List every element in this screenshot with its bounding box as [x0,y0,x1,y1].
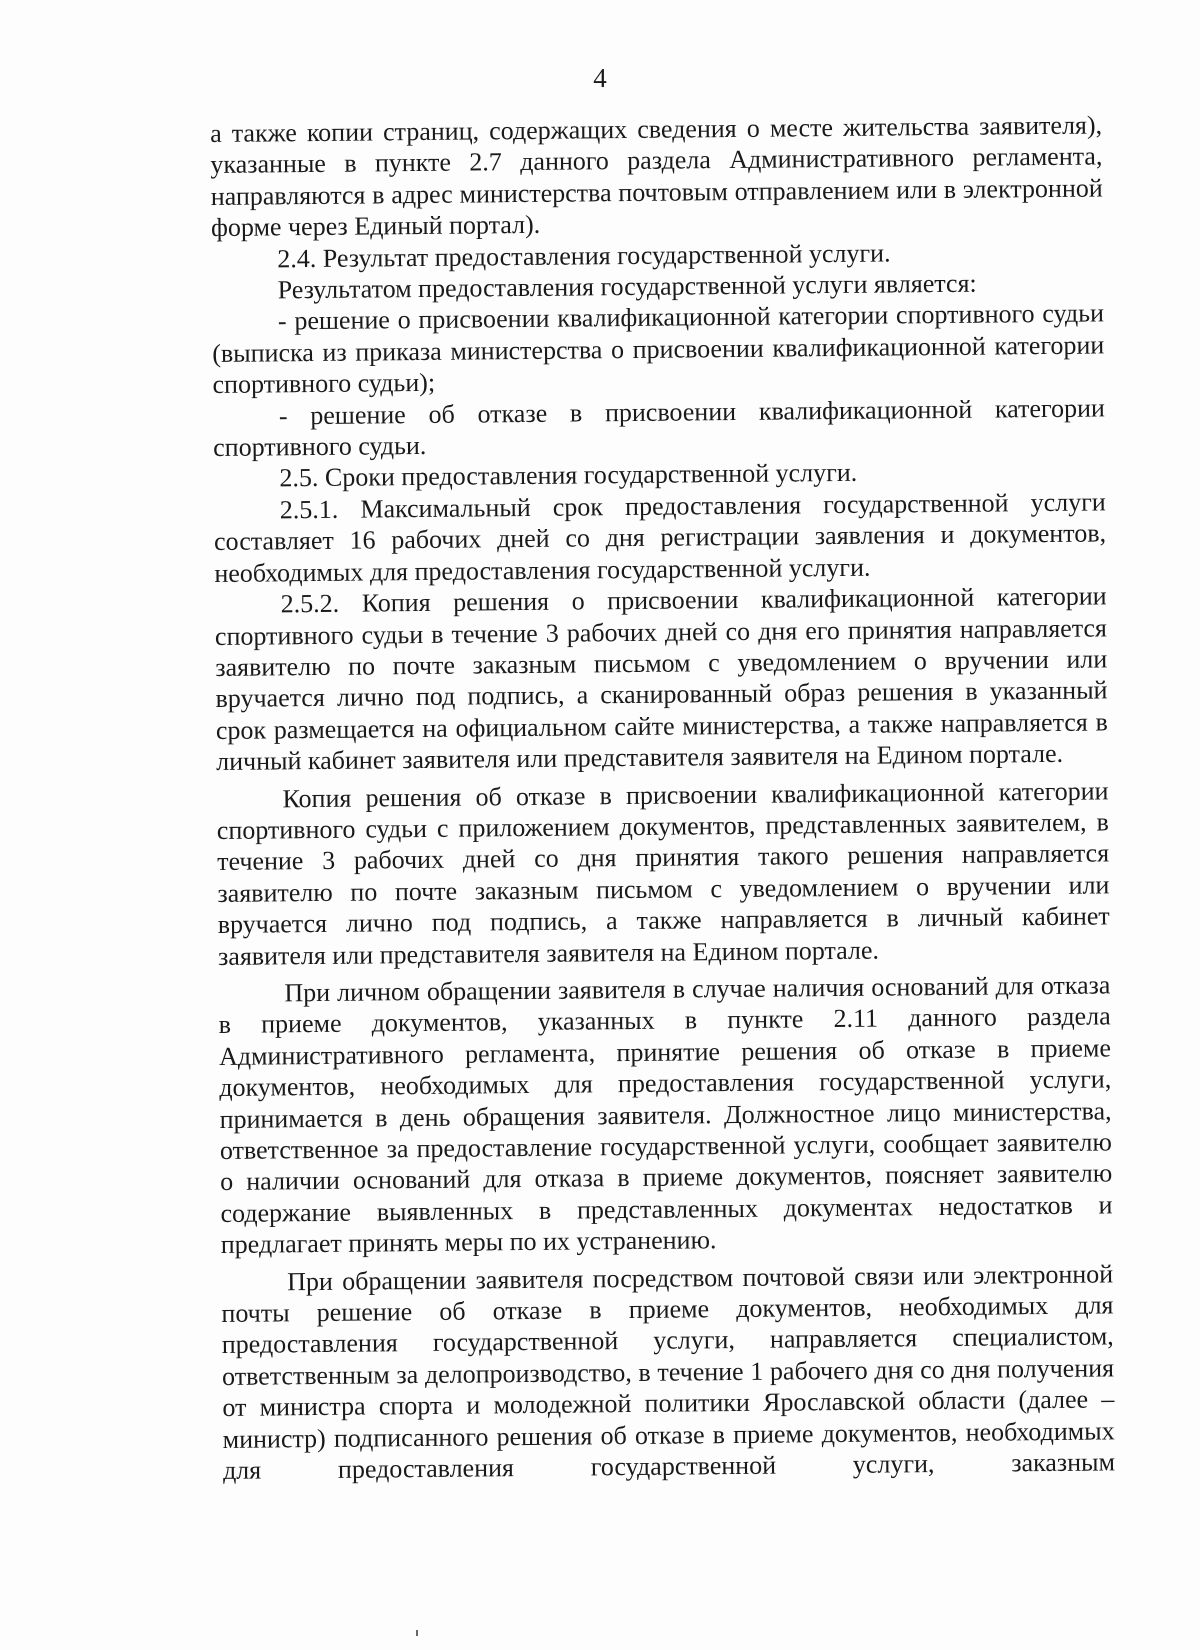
paragraph-section-2-5-heading: 2.5. Сроки предоставления государственной услуги. [279,458,858,493]
paragraph-section-2-4-heading: 2.4. Результат предоставления государственной услуги. [277,238,891,273]
page-number: 4 [593,63,607,93]
paragraph-section-2-5-1: 2.5.1. Максимальный срок предоставления государственной услуги составляет 16 рабочих дней со дня регистрации заявления и документов, необходимых для предоставления государственной услуги. [213,487,1107,588]
paragraph-result-item-2: - решение об отказе в присвоении квалификационной категории спортивного судьи. [213,393,1105,463]
scan-artifact [416,1630,418,1636]
paragraph-continuation: а также копии страниц, содержащих сведения о месте жительства заявителя), указанные в пункте 2.7 данного раздела Административного регламента, направляются в адрес министерства почтовым отправлением или в электронной форме через Единый портал). [210,110,1103,243]
paragraph-personal-appeal: При личном обращении заявителя в случае наличия оснований для отказа в приеме документов, указанных в пункте 2.11 данного раздела Административного регламента, принятие решения об отказе в приеме документов, необходимых для предоставления государственной услуги, принимается в день обращения заявителя. Должностное лицо министерства, ответственное за предоставление государственной услуги, сообщает заявителю о наличии оснований для отказа в приеме документов, поясняет заявителю содержание выявленных в представленных документах недостатков и предлагает принять меры по их устранению. [218,970,1113,1260]
paragraph-postal-appeal: При обращении заявителя посредством почтовой связи или электронной почты решение об отказе в приеме документов, необходимых для предоставления государственной услуги, направляется специалистом, ответственным за делопроизводство, в течение 1 рабочего дня со дня получения от министра спорта и молодежной политики Ярославской области (далее – министр) подписанного решения об отказе в приеме документов, необходимых для предоставления государственной услуги, заказным [221,1259,1116,1485]
paragraph-section-2-5-2: 2.5.2. Копия решения о присвоении квалификационной категории спортивного судьи в течение 3 рабочих дней со дня его принятия направляется заявителю по почте заказным письмом с уведомлением о вручении или вручается лично под подпись, а сканированный образ решения в указанный срок размещается на официальном сайте министерства, а также направляется в личный кабинет заявителя или представителя заявителя на Едином портале. [214,581,1108,777]
document-body [210,109,1115,1486]
paragraph-result-item-1: - решение о присвоении квалификационной категории спортивного судьи (выписка из приказа министерства о присвоении квалификационной категории спортивного судьи); [212,298,1105,400]
paragraph-result-intro: Результатом предоставления государственной услуги является: [277,268,977,305]
paragraph-refusal-copy: Копия решения об отказе в присвоении квалификационной категории спортивного судьи с приложением документов, представленных заявителем, в течение 3 рабочих дней со дня принятия такого решения направляется заявителю по почте заказным письмом с уведомлением о вручении или вручается лично под подпись, а также направляется в личный кабинет заявителя или представителя заявителя на Едином портале. [216,775,1110,971]
